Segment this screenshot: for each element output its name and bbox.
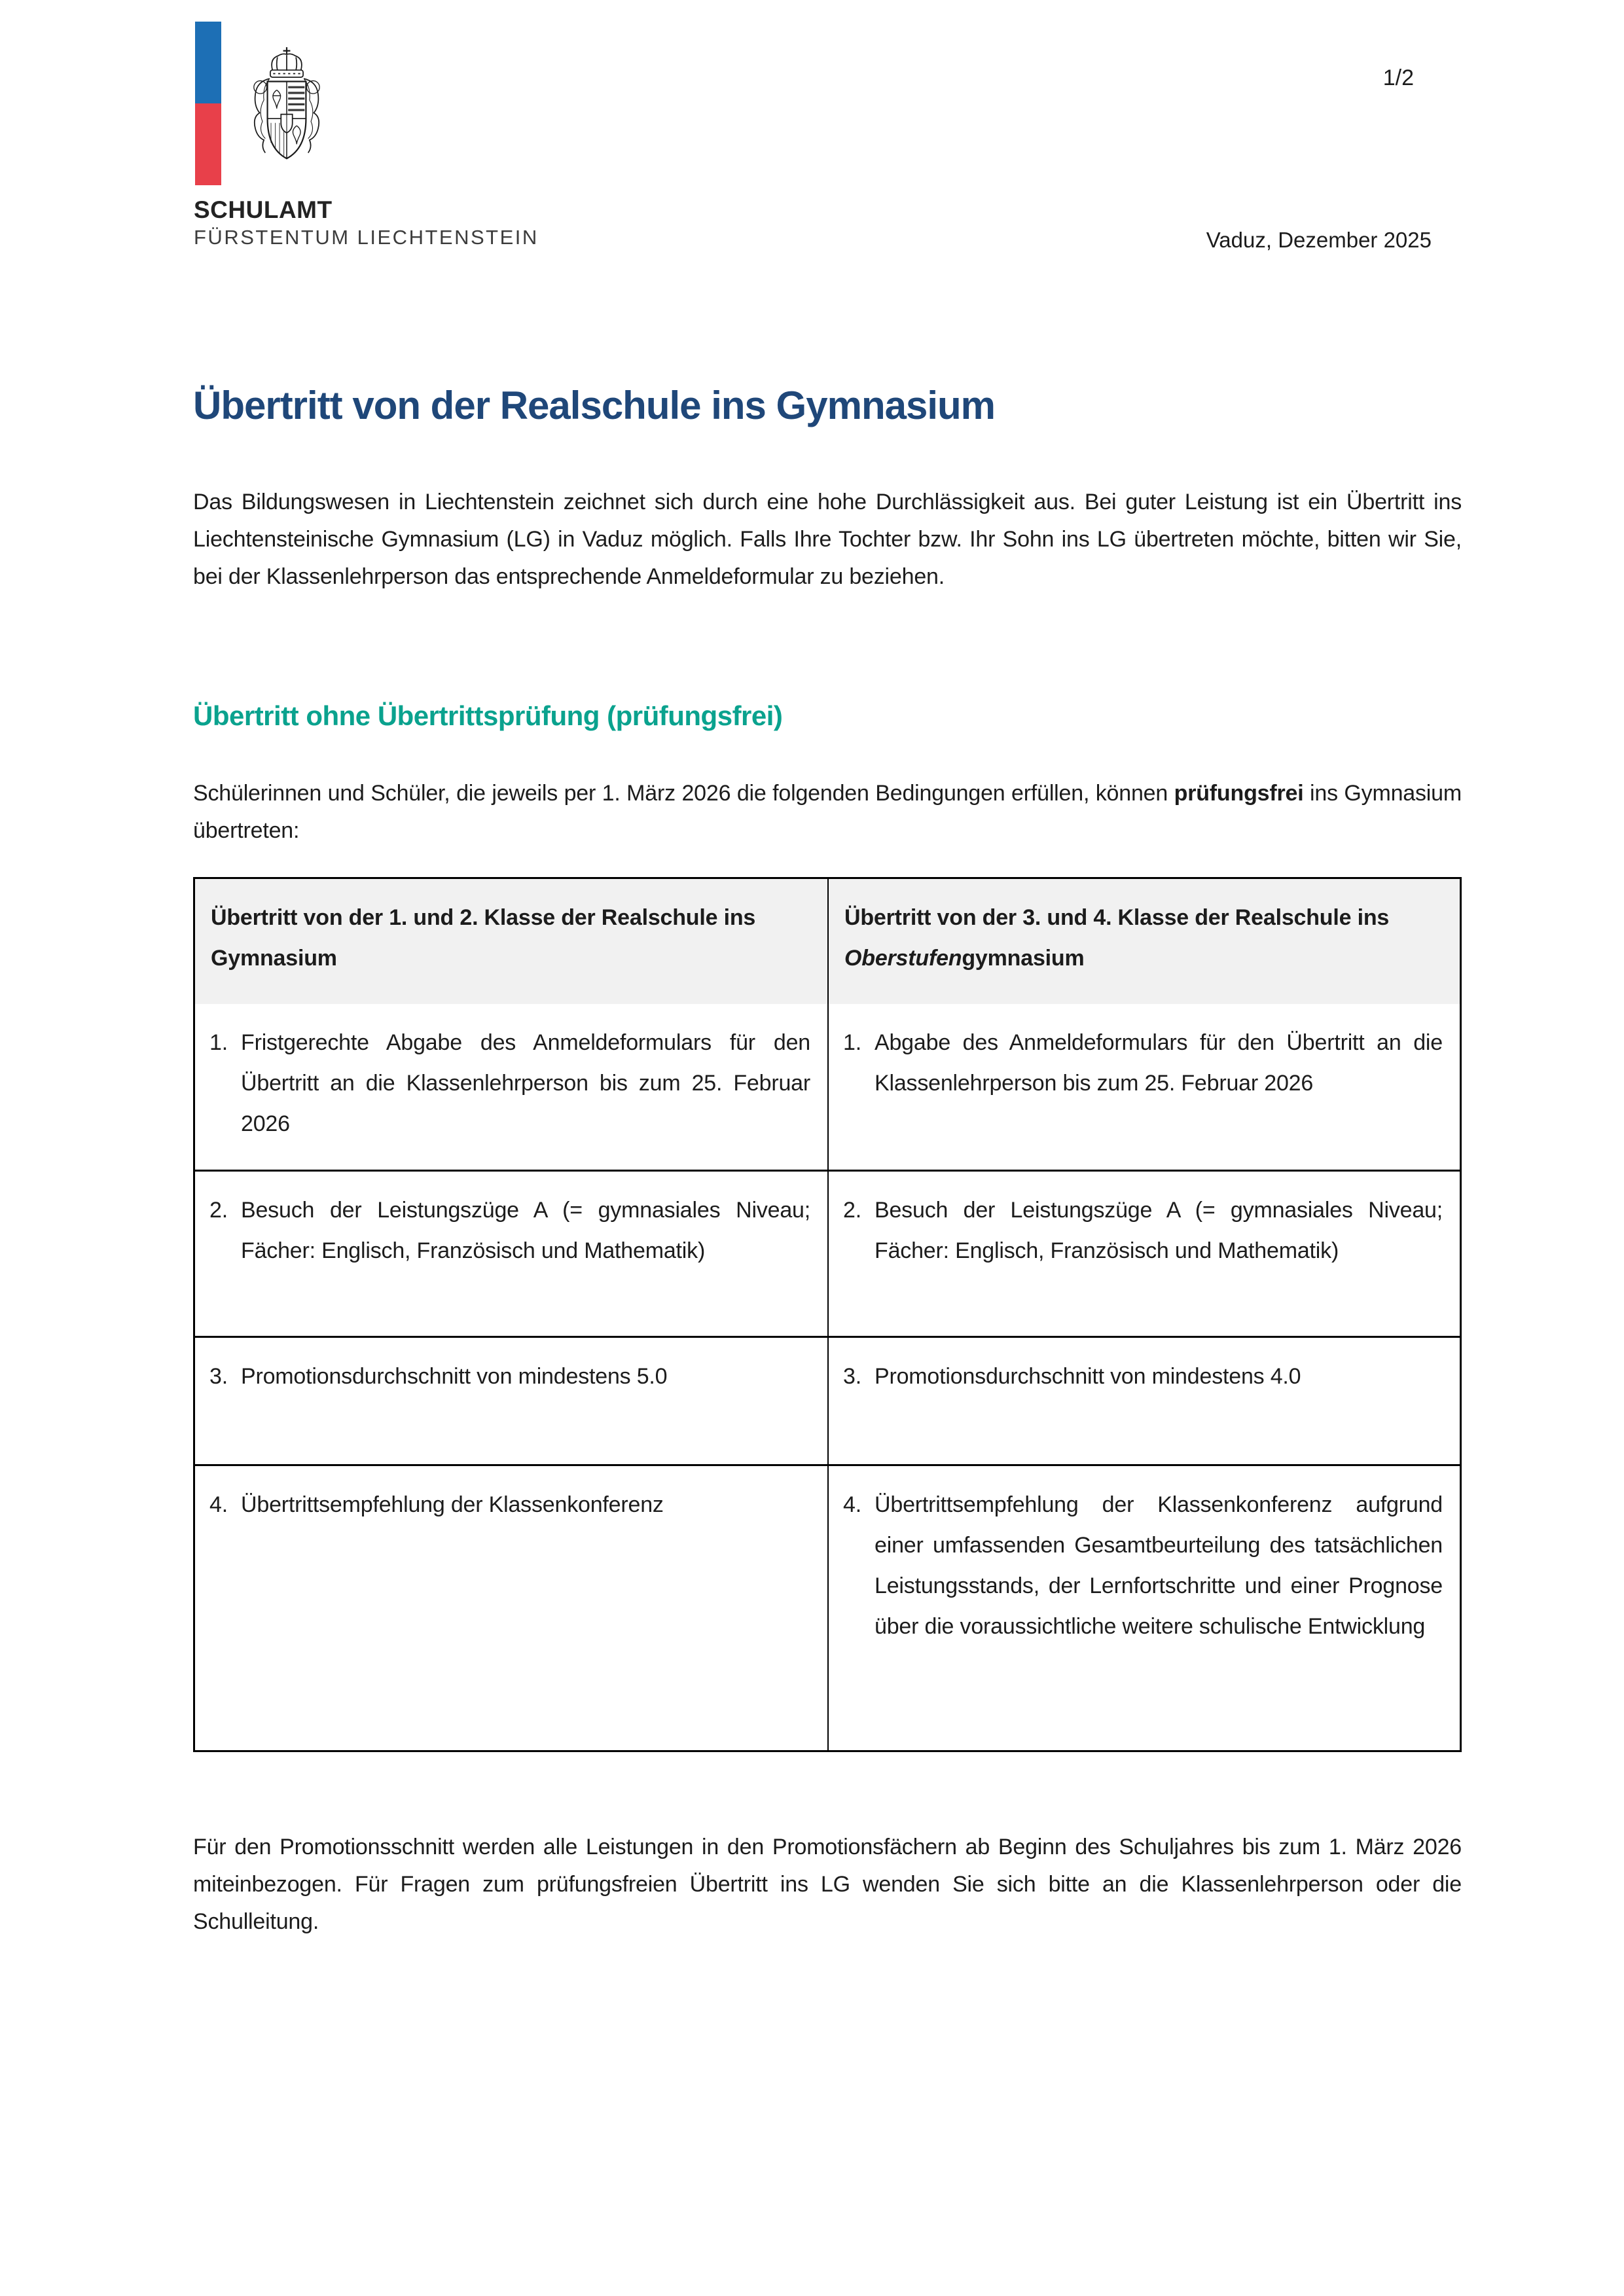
place-date-line: Vaduz, Dezember 2025	[1206, 228, 1432, 252]
letterhead-org-country: FÜRSTENTUM LIECHTENSTEIN	[194, 226, 539, 249]
table-body	[195, 1004, 1460, 1750]
condition-text: Fristgerechte Abgabe des Anmeldeformulars für den Übertritt an die Klassenlehrperson bis zum 25. Februar 2026	[241, 1030, 810, 1136]
table-cell-right	[827, 1338, 1460, 1464]
lead-text-bold: prüfungsfrei	[1174, 781, 1304, 806]
section-heading: Übertritt ohne Übertrittsprüfung (prüfungsfrei)	[193, 700, 783, 731]
list-number: 4.	[843, 1492, 861, 1517]
header-right-text: Übertritt von der 3. und 4. Klasse der Realschule ins	[844, 905, 1390, 930]
table-cell-left	[195, 1172, 827, 1336]
table-cell-left	[195, 1338, 827, 1464]
table-cell-right	[827, 1466, 1460, 1750]
table-row	[195, 1170, 1460, 1336]
header-right-italic-text: Oberstufen	[844, 946, 962, 971]
conditions-table	[193, 877, 1462, 1752]
table-cell-right	[827, 1004, 1460, 1170]
list-number: 1.	[843, 1030, 861, 1055]
coat-of-arms-icon	[244, 46, 330, 188]
list-number: 2.	[843, 1198, 861, 1223]
table-cell-left	[195, 1466, 827, 1750]
condition-text: Übertrittsempfehlung der Klassenkonferenz	[241, 1492, 664, 1517]
table-header-left: Übertritt von der 1. und 2. Klasse der Realschule ins Gymnasium	[211, 905, 756, 971]
lead-text-before: Schülerinnen und Schüler, die jeweils per 1. März 2026 die folgenden Bedingungen erfüllen, können	[193, 781, 1174, 806]
table-header-right	[827, 879, 1460, 1004]
table-cell-right	[827, 1172, 1460, 1336]
condition-text: Besuch der Leistungszüge A (= gymnasiales Niveau; Fächer: Englisch, Französisch und Mathematik)	[241, 1198, 810, 1263]
lead-text-after: ins Gymnasium übertreten:	[193, 781, 1462, 843]
logo-color-bar	[195, 22, 221, 185]
list-number: 3.	[843, 1364, 861, 1389]
table-header-row	[195, 879, 1460, 1004]
letterhead-org-name: SCHULAMT	[194, 196, 333, 223]
condition-text: Abgabe des Anmeldeformulars für den Übertritt an die Klassenlehrperson bis zum 25. Februar 2026	[875, 1030, 1443, 1096]
condition-text: Promotionsdurchschnitt von mindestens 5.0	[241, 1364, 668, 1389]
table-row	[195, 1004, 1460, 1170]
outro-paragraph: Für den Promotionsschnitt werden alle Leistungen in den Promotionsfächern ab Beginn des Schuljahres bis zum 1. März 2026 miteinbezogen. Für Fragen zum prüfungsfreien Übertritt ins LG wenden Sie sich bitte an die Klassenlehrperson oder die Schulleitung.	[193, 1835, 1462, 1934]
list-number: 1.	[209, 1030, 228, 1055]
logo-bar-blue	[195, 22, 221, 103]
condition-text: Promotionsdurchschnitt von mindestens 4.0	[875, 1364, 1301, 1389]
intro-paragraph: Das Bildungswesen in Liechtenstein zeichnet sich durch eine hohe Durchlässigkeit aus. Bei guter Leistung ist ein Übertritt ins Liechtensteinische Gymnasium (LG) in Vaduz möglich. Falls Ihre Tochter bzw. Ihr Sohn ins LG übertreten möchte, bitten wir Sie, bei der Klassenlehrperson das entsprechende Anmeldeformular zu beziehen.	[193, 490, 1462, 589]
list-number: 4.	[209, 1492, 228, 1517]
condition-text: Besuch der Leistungszüge A (= gymnasiales Niveau; Fächer: Englisch, Französisch und Mathematik)	[875, 1198, 1443, 1263]
page-number: 1/2	[1382, 65, 1414, 90]
table-row	[195, 1336, 1460, 1464]
condition-text: Übertrittsempfehlung der Klassenkonferenz aufgrund einer umfassenden Gesamtbeurteilung des tatsächlichen Leistungsstands, der Lernfortschritte und einer Prognose über die voraussichtliche weitere schulische Entwicklung	[875, 1492, 1443, 1639]
section-lead-paragraph	[193, 775, 1462, 850]
table-cell-left	[195, 1004, 827, 1170]
document-title: Übertritt von der Realschule ins Gymnasium	[193, 384, 996, 428]
list-number: 3.	[209, 1364, 228, 1389]
list-number: 2.	[209, 1198, 228, 1223]
table-row	[195, 1464, 1460, 1750]
logo-bar-red	[195, 103, 221, 185]
header-right-suffix-text: gymnasium	[962, 946, 1085, 971]
